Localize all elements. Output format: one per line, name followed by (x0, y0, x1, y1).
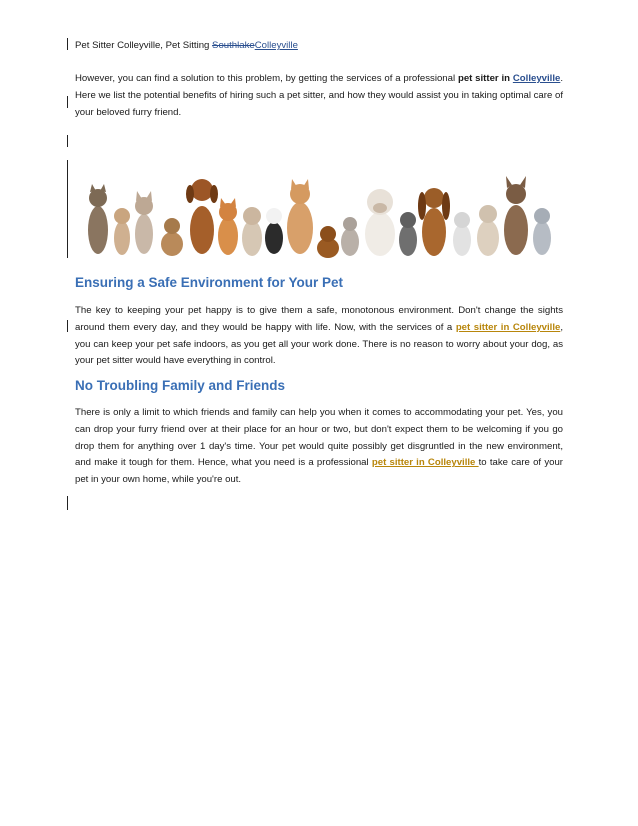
section2-text: There is only a limit to which friends and family can help you when it comes to accommodating your pet. Yes, you can drop your furry friend over at their place for an hour or two, but don't expect them to be welcoming if you go drop them for anything over 1 day's time. Your pet would quite possibly get disgruntled in the new environment, and make it tough for them. Hence, what you need is a professional (75, 407, 563, 469)
dog-figure (114, 208, 130, 255)
revision-bar (67, 135, 68, 147)
dog-figure (265, 208, 283, 254)
dog-figure (418, 188, 450, 256)
dog-figure (477, 205, 499, 256)
revision-bar (67, 320, 68, 332)
cat-figure (88, 184, 108, 254)
intro-text-2: . Here we list the potential benefits of hiring such a pet sitter, and how they would assist you in taking optimal care of your beloved furry friend. (75, 73, 563, 118)
cat-figure (533, 208, 551, 255)
intro-bold: pet sitter in (457, 73, 511, 84)
pet-sitter-link[interactable]: pet sitter in Colleyville (455, 321, 561, 333)
pets-group-photo (78, 160, 562, 260)
intro-text: However, you can find a solution to this problem, by getting the services of a professional (75, 73, 458, 84)
cat-figure (135, 191, 153, 254)
document-title-line (75, 38, 563, 55)
cat-figure (287, 179, 313, 254)
section2-paragraph (75, 405, 563, 489)
revision-bar (67, 496, 68, 510)
dog-figure (317, 226, 339, 258)
section1-text-2: , you can keep your pet safe indoors, as you get all your work done. There is no reason to worry about your dog, as your pet sitter would have everything in control. (75, 321, 563, 367)
section1-text: The key to keeping your pet happy is to give them a safe, monotonous environment. Don't change the sights around them every day, and they would be happy with life. Now, with the services of a (75, 305, 563, 333)
dog-figure (161, 218, 183, 256)
intro-paragraph (75, 71, 563, 121)
deleted-text: Southlake (212, 40, 255, 51)
intro-link[interactable]: Colleyville (512, 73, 561, 84)
revision-bar (67, 38, 68, 50)
dog-figure (504, 176, 528, 255)
section1-paragraph (75, 303, 563, 370)
dog-figure (365, 189, 395, 256)
section-heading-family-friends: No Troubling Family and Friends (75, 378, 286, 393)
pet-sitter-link[interactable]: pet sitter in Colleyville (371, 457, 479, 469)
title-link[interactable]: Colleyville (254, 40, 298, 51)
revision-bar (67, 160, 68, 258)
section-heading-safe-environment: Ensuring a Safe Environment for Your Pet (75, 275, 344, 290)
dog-figure (242, 207, 262, 256)
cat-figure (341, 217, 359, 256)
section2-text-2: to take care of your pet in your own home, while you're out. (75, 457, 563, 486)
cat-figure (399, 212, 417, 256)
dog-figure (186, 179, 218, 254)
title-prefix: Pet Sitter Colleyville, Pet Sitting (75, 40, 213, 51)
cat-figure (218, 198, 238, 255)
cat-figure (453, 212, 471, 256)
revision-bar (67, 96, 68, 108)
